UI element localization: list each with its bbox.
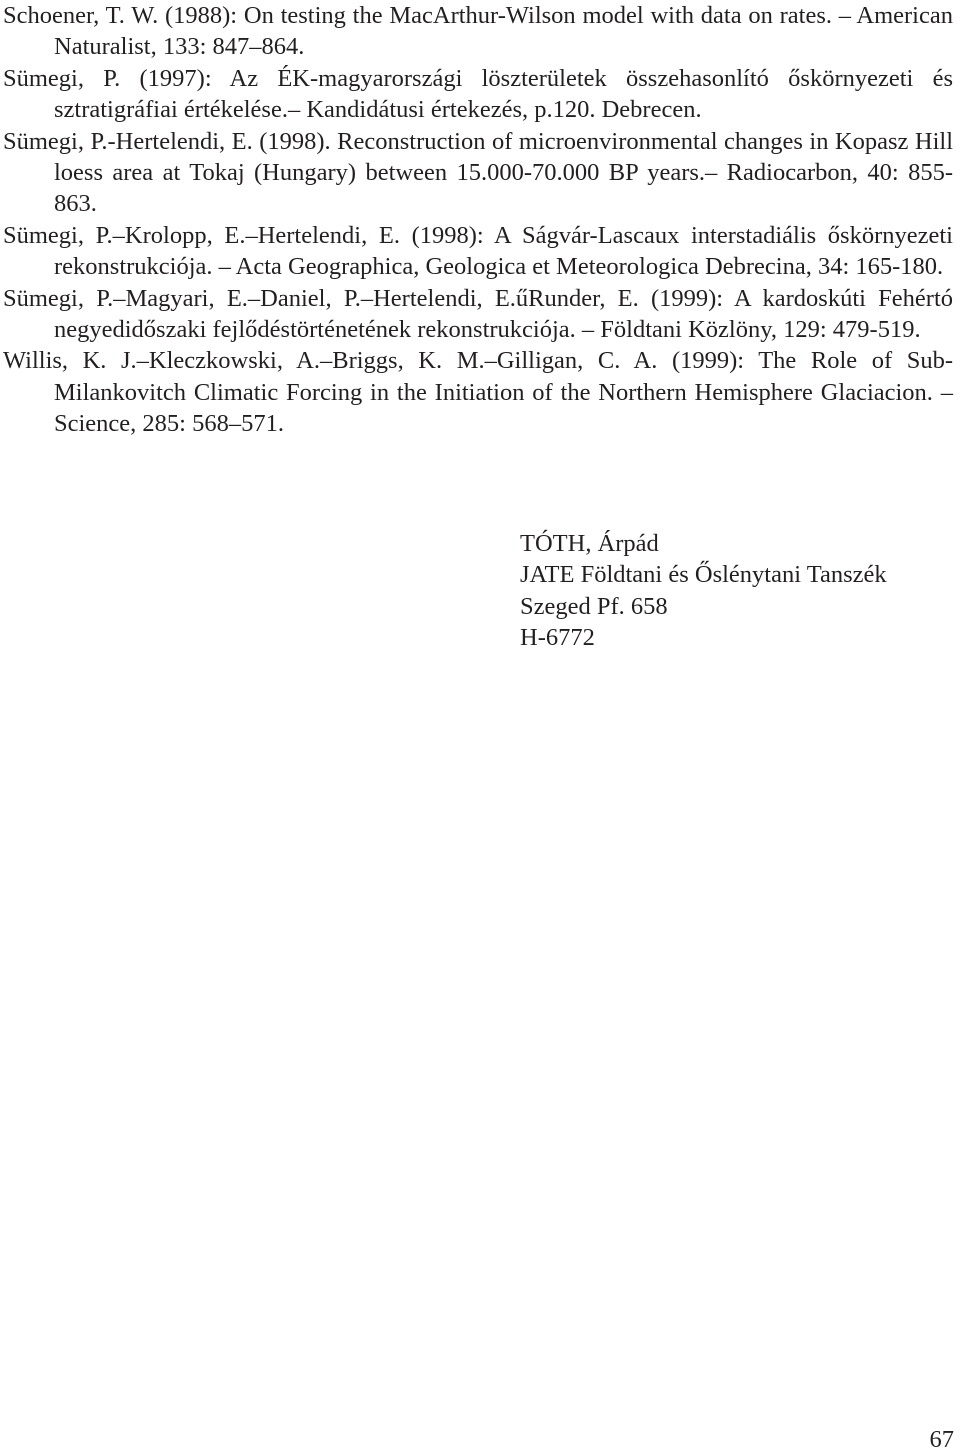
author-name: TÓTH, Árpád — [520, 530, 659, 557]
reference-item: Willis, K. J.–Kleczkowski, A.–Briggs, K. M.–Gilligan, C. A. (1999): The Role of Sub-Milankovitch Climatic Forcing in the Initiation of the Northern Hemisphere Glaciacion. – Science, 285: 568–571. — [3, 347, 953, 438]
reference-item: Sümegi, P. (1997): Az ÉK-magyarországi löszterületek összehasonlító őskörnyezeti és sztratigráfiai értékelése.– Kandidátusi értekezés, p.120. Debrecen. — [3, 64, 953, 124]
author-address — [520, 528, 887, 654]
author-postal: Szeged Pf. 658 — [520, 592, 668, 620]
author-affiliation: JATE Földtani és Őslénytani Tanszék — [520, 561, 887, 589]
reference-item: Sümegi, P.–Magyari, E.–Daniel, P.–Hertelendi, E.űRunder, E. (1999): A kardoskúti Fehértó negyedidőszaki fejlődéstörténetének rekonstrukciója. – Földtani Közlöny, 129: 479-519. — [3, 284, 953, 344]
page-number: 67 — [929, 1426, 954, 1453]
reference-item: Sümegi, P.-Hertelendi, E. (1998). Reconstruction of microenvironmental changes in Kopasz Hill loess area at Tokaj (Hungary) between 15.000-70.000 BP years.– Radiocarbon, 40: 855-863. — [3, 127, 953, 218]
reference-item: Sümegi, P.–Krolopp, E.–Hertelendi, E. (1998): A Ságvár-Lascaux interstadiális őskörnyezeti rekonstrukciója. – Acta Geographica, Geologica et Meteorologica Debrecina, 34: 165-180. — [3, 221, 953, 281]
reference-item: Schoener, T. W. (1988): On testing the MacArthur-Wilson model with data on rates. – American Naturalist, 133: 847–864. — [3, 2, 953, 61]
author-postcode: H-6772 — [520, 624, 595, 652]
reference-list — [3, 0, 953, 440]
